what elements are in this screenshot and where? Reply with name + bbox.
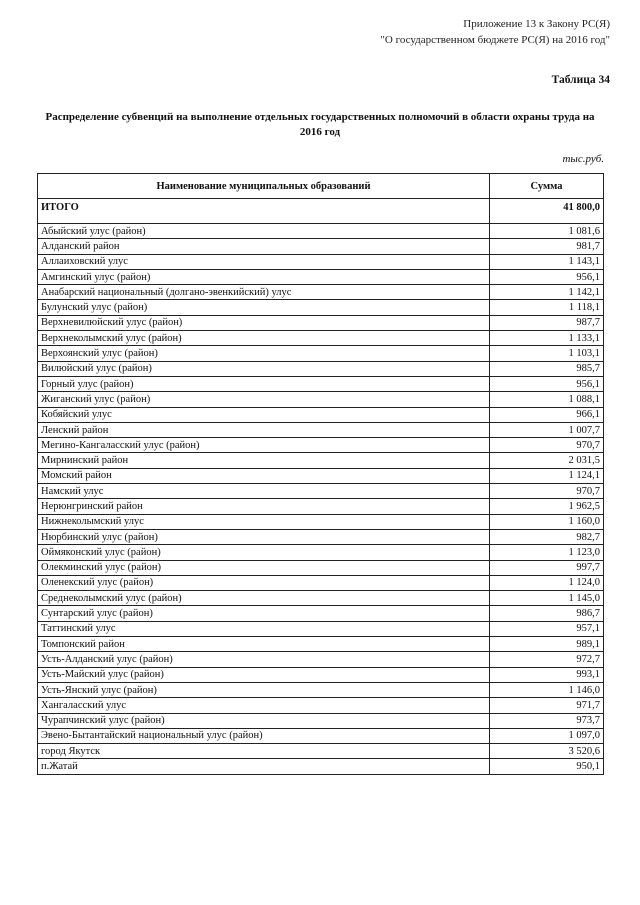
table-row <box>38 713 604 728</box>
table-row <box>38 468 604 483</box>
subsidy-table <box>37 173 604 775</box>
subsidy-amount: 993,1 <box>490 667 604 682</box>
municipality-name: Алданский район <box>38 239 490 254</box>
municipality-name: Верхоянский улус (район) <box>38 346 490 361</box>
subsidy-amount: 973,7 <box>490 713 604 728</box>
subsidy-amount: 987,7 <box>490 315 604 330</box>
subsidy-amount: 1 160,0 <box>490 514 604 529</box>
subsidy-amount: 986,7 <box>490 606 604 621</box>
table-number: Таблица 34 <box>551 74 610 86</box>
subsidy-amount: 950,1 <box>490 759 604 774</box>
subsidy-amount: 1 103,1 <box>490 346 604 361</box>
subsidy-amount: 972,7 <box>490 652 604 667</box>
table-row <box>38 744 604 759</box>
subsidy-amount: 1 007,7 <box>490 422 604 437</box>
subsidy-amount: 970,7 <box>490 438 604 453</box>
municipality-name: Булунский улус (район) <box>38 300 490 315</box>
subsidy-amount: 971,7 <box>490 698 604 713</box>
unit-label: тыс.руб. <box>562 153 604 165</box>
table-row <box>38 499 604 514</box>
subsidy-amount: 957,1 <box>490 621 604 636</box>
municipality-name: Нерюнгринский район <box>38 499 490 514</box>
table-row <box>38 254 604 269</box>
municipality-name: Среднеколымский улус (район) <box>38 591 490 606</box>
municipality-name: Сунтарский улус (район) <box>38 606 490 621</box>
subsidy-amount: 1 133,1 <box>490 331 604 346</box>
table-row <box>38 438 604 453</box>
municipality-name: Верхневилюйский улус (район) <box>38 315 490 330</box>
table-row <box>38 300 604 315</box>
subsidy-amount: 989,1 <box>490 637 604 652</box>
municipality-name: Таттинский улус <box>38 621 490 636</box>
table-row <box>38 285 604 300</box>
table-row <box>38 728 604 743</box>
subsidy-amount: 1 146,0 <box>490 682 604 697</box>
subsidy-amount: 956,1 <box>490 269 604 284</box>
subsidy-amount: 981,7 <box>490 239 604 254</box>
subsidy-amount: 982,7 <box>490 529 604 544</box>
municipality-name: Жиганский улус (район) <box>38 392 490 407</box>
table-row <box>38 315 604 330</box>
total-label: ИТОГО <box>38 199 490 224</box>
subsidy-amount: 970,7 <box>490 484 604 499</box>
municipality-name: Хангаласский улус <box>38 698 490 713</box>
municipality-name: Оленекский улус (район) <box>38 575 490 590</box>
table-row <box>38 560 604 575</box>
municipality-name: Ленский район <box>38 422 490 437</box>
column-header-sum: Сумма <box>490 174 604 199</box>
municipality-name: Олекминский улус (район) <box>38 560 490 575</box>
table-row <box>38 269 604 284</box>
table-row <box>38 239 604 254</box>
subsidy-amount: 1 118,1 <box>490 300 604 315</box>
municipality-name: Горный улус (район) <box>38 376 490 391</box>
table-row <box>38 621 604 636</box>
subsidy-amount: 966,1 <box>490 407 604 422</box>
table-row <box>38 407 604 422</box>
appendix-line-2: "О государственном бюджете РС(Я) на 2016 год" <box>380 34 610 46</box>
table-row <box>38 453 604 468</box>
subsidy-amount: 985,7 <box>490 361 604 376</box>
municipality-name: Усть-Янский улус (район) <box>38 682 490 697</box>
municipality-name: Аллаиховский улус <box>38 254 490 269</box>
municipality-name: Оймяконский улус (район) <box>38 545 490 560</box>
table-row <box>38 422 604 437</box>
table-row <box>38 331 604 346</box>
table-row <box>38 514 604 529</box>
table-row <box>38 759 604 774</box>
table-row <box>38 667 604 682</box>
table-row <box>38 376 604 391</box>
municipality-name: Нюрбинский улус (район) <box>38 529 490 544</box>
table-row <box>38 575 604 590</box>
document-title: Распределение субвенций на выполнение отдельных государственных полномочий в области охраны труда на 2016 год <box>45 111 595 138</box>
subsidy-amount: 1 081,6 <box>490 224 604 239</box>
municipality-name: Анабарский национальный (долгано-эвенкийский) улус <box>38 285 490 300</box>
total-value: 41 800,0 <box>490 199 604 224</box>
appendix-reference <box>380 16 610 48</box>
subsidy-amount: 1 097,0 <box>490 728 604 743</box>
table-row <box>38 591 604 606</box>
municipality-name: Мирнинский район <box>38 453 490 468</box>
table-row <box>38 529 604 544</box>
municipality-name: Томпонский район <box>38 637 490 652</box>
table-row <box>38 361 604 376</box>
table-row <box>38 606 604 621</box>
municipality-name: Намский улус <box>38 484 490 499</box>
municipality-name: город Якутск <box>38 744 490 759</box>
table-row <box>38 698 604 713</box>
subsidy-amount: 1 124,0 <box>490 575 604 590</box>
subsidy-amount: 2 031,5 <box>490 453 604 468</box>
table-row <box>38 484 604 499</box>
subsidy-amount: 1 962,5 <box>490 499 604 514</box>
municipality-name: Верхнеколымский улус (район) <box>38 331 490 346</box>
subsidy-amount: 1 145,0 <box>490 591 604 606</box>
subsidy-amount: 1 088,1 <box>490 392 604 407</box>
subsidy-amount: 1 142,1 <box>490 285 604 300</box>
municipality-name: Мегино-Кангаласский улус (район) <box>38 438 490 453</box>
municipality-name: Абыйский улус (район) <box>38 224 490 239</box>
municipality-name: Вилюйский улус (район) <box>38 361 490 376</box>
municipality-name: п.Жатай <box>38 759 490 774</box>
header-row <box>38 174 604 199</box>
municipality-name: Усть-Алданский улус (район) <box>38 652 490 667</box>
municipality-name: Кобяйский улус <box>38 407 490 422</box>
table-row <box>38 682 604 697</box>
table-row <box>38 224 604 239</box>
table-row <box>38 392 604 407</box>
subsidy-amount: 3 520,6 <box>490 744 604 759</box>
subsidy-amount: 1 143,1 <box>490 254 604 269</box>
municipality-name: Усть-Майский улус (район) <box>38 667 490 682</box>
subsidy-amount: 1 124,1 <box>490 468 604 483</box>
municipality-name: Нижнеколымский улус <box>38 514 490 529</box>
subsidy-amount: 956,1 <box>490 376 604 391</box>
table-row <box>38 652 604 667</box>
table-row <box>38 346 604 361</box>
total-row <box>38 199 604 224</box>
municipality-name: Чурапчинский улус (район) <box>38 713 490 728</box>
table-row <box>38 637 604 652</box>
appendix-line-1: Приложение 13 к Закону РС(Я) <box>463 18 610 30</box>
subsidy-amount: 997,7 <box>490 560 604 575</box>
municipality-name: Амгинский улус (район) <box>38 269 490 284</box>
municipality-name: Момский район <box>38 468 490 483</box>
subsidy-amount: 1 123,0 <box>490 545 604 560</box>
column-header-name: Наименование муниципальных образований <box>38 174 490 199</box>
table-row <box>38 545 604 560</box>
municipality-name: Эвено-Бытантайский национальный улус (район) <box>38 728 490 743</box>
